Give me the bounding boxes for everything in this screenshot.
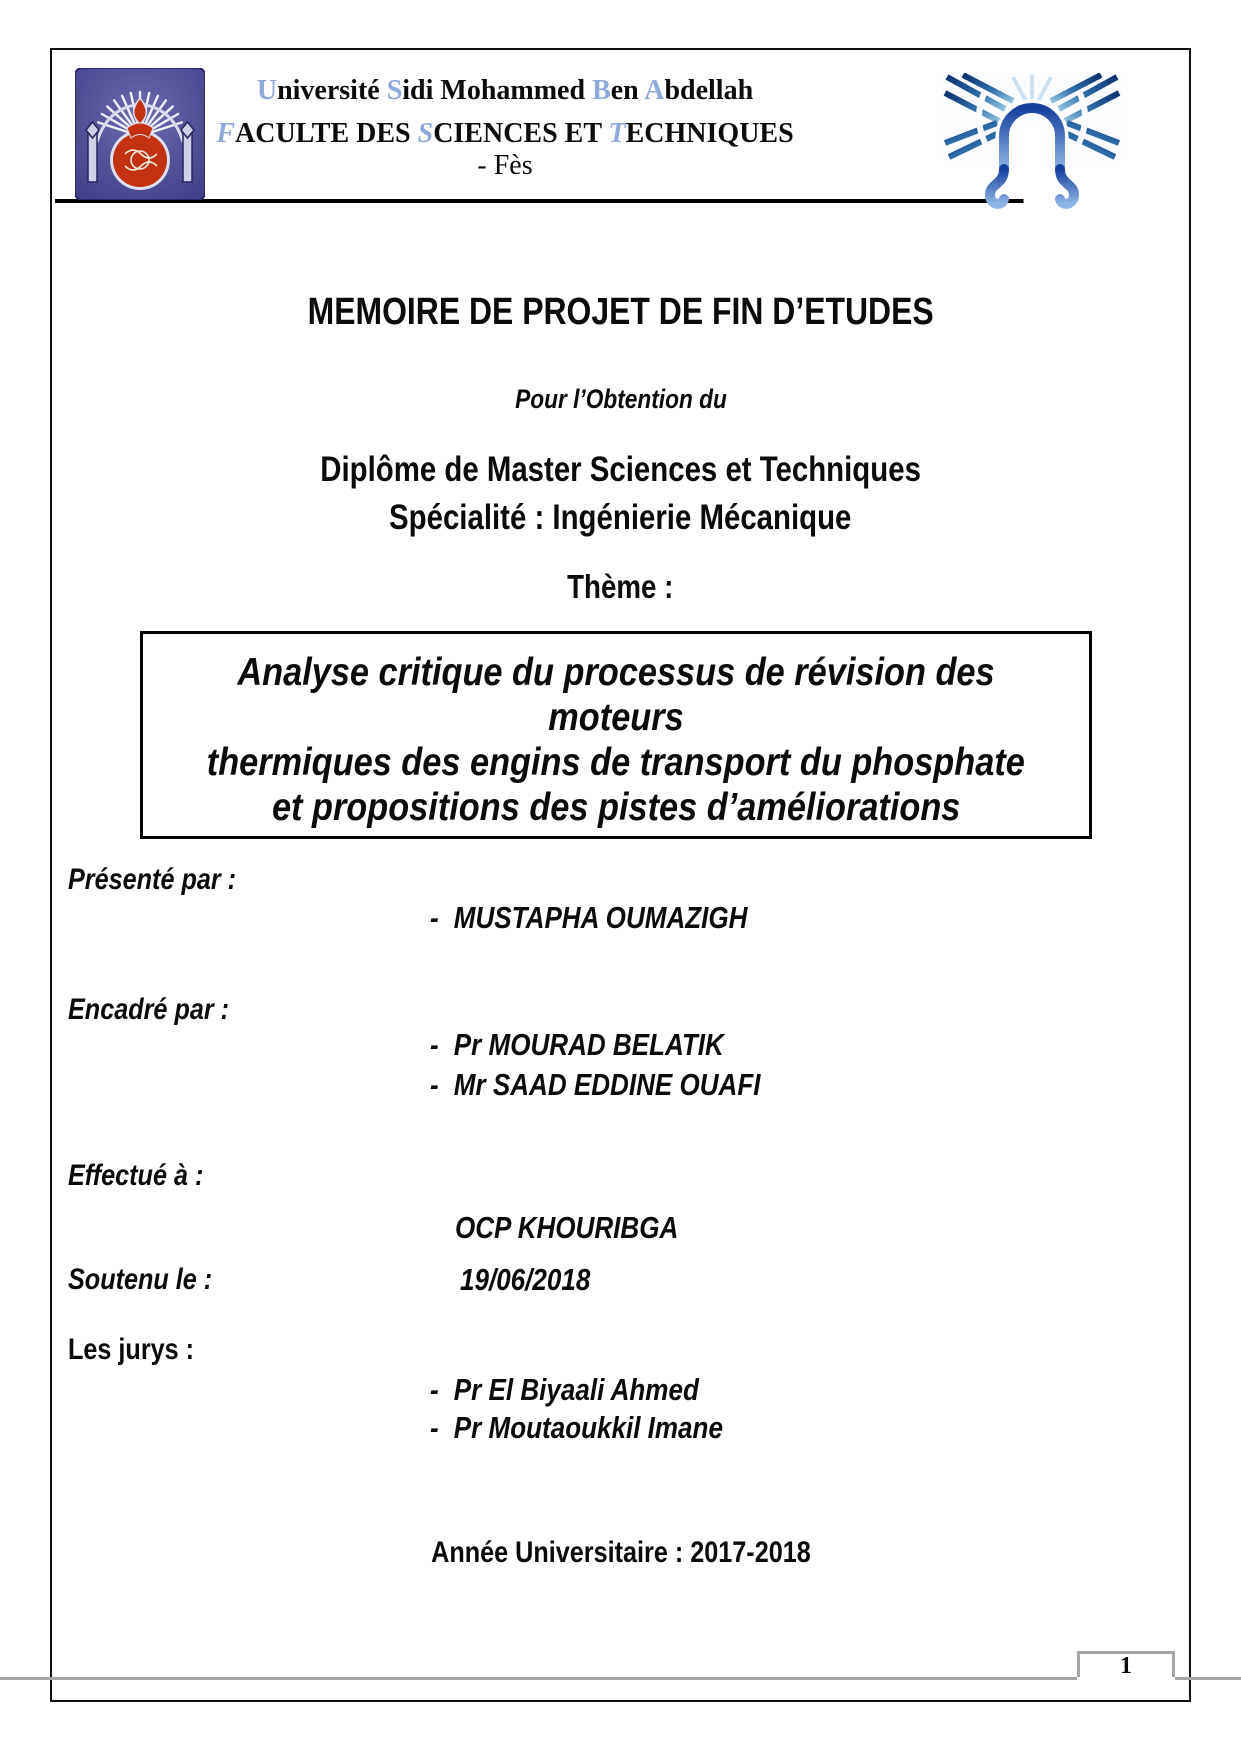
- faculty-name: FACULTE DES SCIENCES ET TECHNIQUES - Fès: [216, 118, 794, 181]
- fst-faculty-emblem-icon: [943, 73, 1121, 213]
- usmba-university-emblem-icon: [75, 68, 205, 200]
- list-dash: -: [430, 1027, 439, 1062]
- jury-member-item: - Pr Moutaoukkil Imane: [430, 1410, 723, 1445]
- defended-on-label: Soutenu le :: [68, 1263, 213, 1296]
- page-number-tab: [1077, 1651, 1175, 1677]
- list-dash: -: [430, 1372, 439, 1407]
- theme-label: Thème :: [567, 568, 674, 605]
- list-dash: -: [430, 1410, 439, 1445]
- footer-rule-right: [1175, 1677, 1241, 1680]
- supervised-by-label: Encadré par :: [68, 993, 230, 1026]
- presented-by-item: - MUSTAPHA OUMAZIGH: [430, 900, 748, 935]
- academic-year: Année Universitaire : 2017-2018: [430, 1536, 811, 1569]
- list-dash: -: [430, 1067, 439, 1102]
- university-name: Université Sidi Mohammed Ben Abdellah: [256, 75, 754, 106]
- header-text-block: [215, 75, 795, 182]
- theme-box: Analyse critique du processus de révision des moteurs thermiques des engins de transport du phosphate et propositions des pistes d’améliorations: [140, 631, 1092, 839]
- supervisor-item: - Mr SAAD EDDINE OUAFI: [430, 1067, 761, 1102]
- footer-rule-left: [0, 1677, 1077, 1680]
- page-number: 1: [1120, 1653, 1132, 1679]
- list-dash: -: [430, 900, 439, 935]
- carried-out-at-label: Effectué à :: [68, 1159, 204, 1192]
- document-type-title: MEMOIRE DE PROJET DE FIN D’ETUDES: [307, 291, 934, 333]
- jury-member-item: - Pr El Biyaali Ahmed: [430, 1372, 699, 1407]
- carried-out-at-value: OCP KHOURIBGA: [455, 1210, 679, 1245]
- jury-label: Les jurys :: [68, 1333, 195, 1366]
- supervisor-item: - Pr MOURAD BELATIK: [430, 1027, 724, 1062]
- presented-by-label: Présenté par :: [68, 863, 237, 896]
- diploma-title: Diplôme de Master Sciences et Techniques Spécialité : Ingénierie Mécanique: [320, 450, 921, 537]
- defended-on-value: 19/06/2018: [460, 1262, 591, 1297]
- purpose-subtitle: Pour l’Obtention du: [514, 384, 727, 414]
